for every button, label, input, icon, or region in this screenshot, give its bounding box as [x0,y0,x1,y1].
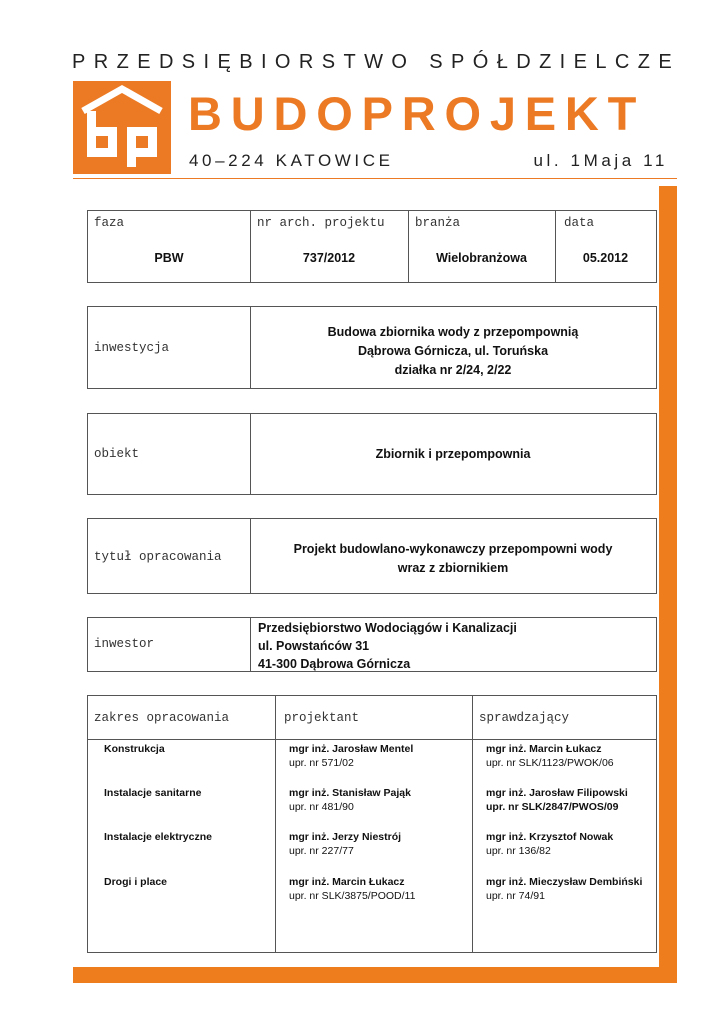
address-street: ul. 1Maja 11 [533,151,668,170]
table-row-scope: Instalacje elektryczne [104,831,212,843]
inwestor-box [87,617,657,672]
obiekt-label: obiekt [94,447,140,461]
sprawdzajacy-header: sprawdzający [479,711,570,725]
inwestycja-label: inwestycja [94,341,170,355]
header-divider [73,178,677,179]
arch-value: 737/2012 [302,251,356,265]
obiekt-box [87,413,657,495]
branza-label: branża [415,216,461,230]
table-row-checker: mgr inż. Mieczysław Dembiński upr. nr 74/91 [486,876,643,902]
inwestor-label: inwestor [94,637,155,651]
table-row-designer: mgr inż. Marcin Łukacz upr. nr SLK/3875/POOD/11 [289,876,416,902]
table-row-checker: mgr inż. Jarosław Filipowski upr. nr SLK/2847/PWOS/09 [486,787,628,813]
info-table [87,210,657,283]
frame-bottom-bar [73,967,677,983]
table-row-designer: mgr inż. Stanisław Pająk upr. nr 481/90 [289,787,411,813]
faza-label: faza [94,216,125,230]
obiekt-value: Zbiornik i przepompownia [375,447,531,461]
zakres-table [87,695,657,953]
tytul-label: tytuł opracowania [94,550,222,564]
table-row-designer: mgr inż. Jerzy Niestrój upr. nr 227/77 [289,831,402,857]
bp-logo-icon [73,81,171,174]
inwestycja-value: Budowa zbiornika wody z przepompownią Dąbrowa Górnicza, ul. Toruńska działka nr 2/24, 2/22 [327,325,579,377]
table-row-scope: Drogi i place [104,876,168,888]
table-row-checker: mgr inż. Krzysztof Nowak upr. nr 136/82 [486,831,614,857]
tytul-value: Projekt budowlano-wykonawczy przepompowni wody wraz z zbiornikiem [293,542,613,575]
tytul-box [87,518,657,594]
data-label: data [564,216,595,230]
faza-value: PBW [154,251,184,265]
arch-label: nr arch. projektu [257,216,385,230]
company-line: PRZEDSIĘBIORSTWO SPÓŁDZIELCZE [72,51,681,73]
zakres-header: zakres opracowania [94,711,230,725]
data-value: 05.2012 [582,251,629,265]
inwestor-value: Przedsiębiorstwo Wodociągów i Kanalizacji ul. Powstańców 31 41-300 Dąbrowa Górnicza [258,621,517,671]
projektant-header: projektant [284,711,360,725]
table-row-checker: mgr inż. Marcin Łukacz upr. nr SLK/1123/PWOK/06 [486,743,614,769]
frame-right-bar [659,186,677,983]
table-row-designer: mgr inż. Jarosław Mentel upr. nr 571/02 [289,743,414,769]
branza-value: Wielobranżowa [436,251,527,265]
table-row-scope: Instalacje sanitarne [104,787,202,799]
brand-name: BUDOPROJEKT [188,87,646,140]
table-row-scope: Konstrukcja [104,743,165,755]
address-city: 40–224 KATOWICE [189,151,394,170]
inwestycja-box [87,306,657,389]
